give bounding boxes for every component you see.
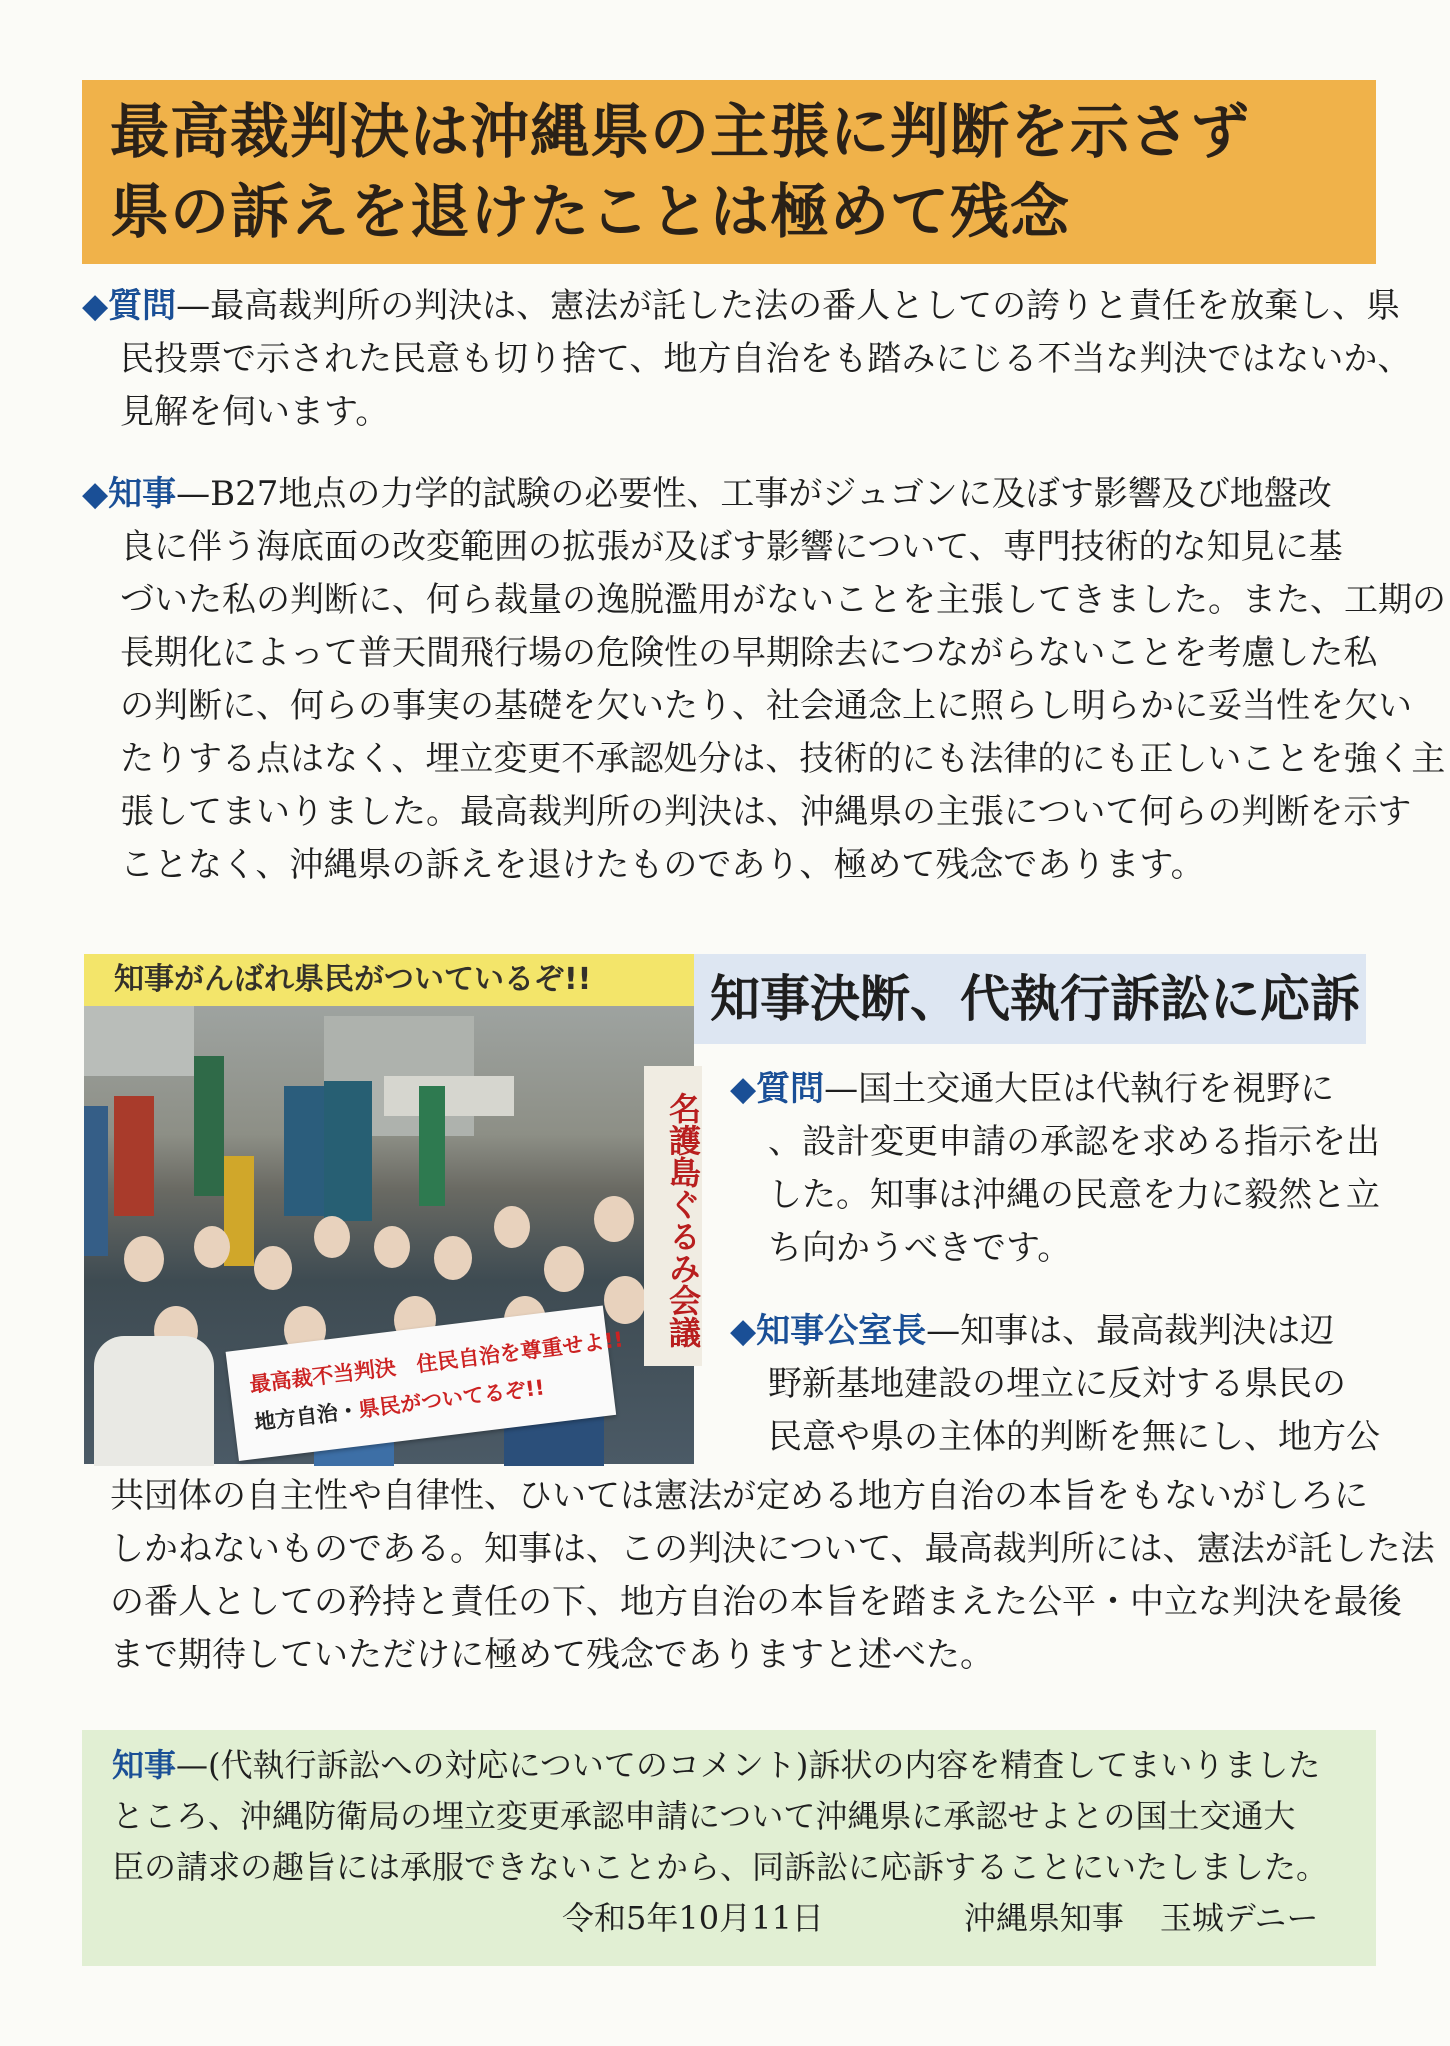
- answer-label: ◆知事公室長: [730, 1311, 927, 1351]
- crowd-figure: [314, 1216, 350, 1258]
- question-label: ◆質問: [82, 286, 177, 326]
- crowd-figure: [194, 1226, 230, 1268]
- comment-date: 令和5年10月11日: [562, 1899, 824, 1937]
- answer-text-line: ことなく、沖縄県の訴えを退けたものであり、極めて残念であります。: [120, 845, 1205, 885]
- answer-text-line: —B27地点の力学的試験の必要性、工事がジュゴンに及ぼす影響及び地盤改: [176, 474, 1332, 514]
- comment-label: 知事: [112, 1746, 177, 1784]
- answer-text-line: しかねないものである。知事は、この判決について、最高裁判所には、憲法が託した法: [110, 1529, 1435, 1569]
- answer-text-line: 民意や県の主体的判断を無にし、地方公: [768, 1417, 1380, 1457]
- crowd-figure: [544, 1246, 584, 1292]
- qa2-answer-continued: [110, 1470, 1435, 1682]
- answer-text-line: 良に伴う海底面の改変範囲の拡張が及ぼす影響について、専門技術的な知見に基: [120, 527, 1343, 567]
- section-headline-text: 知事決断、代執行訴訟に応訴: [710, 970, 1360, 1028]
- qa2-question: [730, 1063, 1380, 1275]
- crowd-figure: [254, 1246, 292, 1290]
- answer-text-line: —知事は、最高裁判決は辺: [926, 1311, 1335, 1351]
- crowd-figure: [434, 1236, 472, 1280]
- crowd-figure: [124, 1236, 164, 1282]
- headline-line-1: 最高裁判決は沖縄県の主張に判断を示さず: [110, 97, 1251, 166]
- flag-shape: [324, 1081, 372, 1221]
- answer-text-line: まで期待していただけに極めて残念でありますと述べた。: [110, 1635, 994, 1675]
- question-text-line: 民投票で示された民意も切り捨て、地方自治をも踏みにじる不当な判決ではないか、: [120, 339, 1412, 379]
- building-shape: [84, 1006, 194, 1076]
- banner-text: 県民がついてるぞ!!: [357, 1375, 546, 1422]
- rally-photo: [84, 1006, 702, 1464]
- banner-text: 住民自治を尊重せよ!!: [415, 1327, 625, 1377]
- qa1-answer: [82, 468, 1446, 892]
- comment-text-line: ところ、沖縄防衛局の埋立変更承認申請について沖縄県に承認せよとの国土交通大: [112, 1797, 1296, 1835]
- qa2-answer: [730, 1305, 1380, 1464]
- question-text-line: —最高裁判所の判決は、憲法が託した法の番人としての誇りと責任を放棄し、県: [176, 286, 1401, 326]
- banner-text: 最高裁不当判決: [248, 1355, 398, 1398]
- crowd-figure: [494, 1206, 530, 1248]
- answer-text-line: 張してまいりました。最高裁判所の判決は、沖縄県の主張について何らの判断を示す: [120, 792, 1412, 832]
- governor-comment-box: [82, 1730, 1376, 1966]
- question-text-line: ち向かうべきです。: [768, 1228, 1072, 1268]
- shirt-shape: [94, 1336, 214, 1466]
- signer-name: 玉城デニー: [1159, 1899, 1319, 1937]
- building-shape: [384, 1076, 514, 1116]
- qa1-question: [82, 280, 1412, 439]
- banner-text: 地方自治・: [253, 1398, 361, 1435]
- question-text-line: した。知事は沖縄の民意を力に毅然と立: [768, 1175, 1380, 1215]
- answer-text-line: の番人としての矜持と責任の下、地方自治の本旨を踏まえた公平・中立な判決を最後: [110, 1582, 1402, 1622]
- answer-text-line: 野新基地建設の埋立に反対する県民の: [768, 1364, 1346, 1404]
- crowd-figure: [594, 1196, 634, 1242]
- photo-caption: 知事がんばれ県民がついているぞ!!: [84, 954, 694, 1006]
- side-sign: 名護島ぐるみ会議: [644, 1066, 702, 1366]
- question-label: ◆質問: [730, 1069, 825, 1109]
- question-text-line: —国土交通大臣は代執行を視野に: [824, 1069, 1335, 1109]
- main-headline: [82, 80, 1376, 264]
- answer-text-line: 長期化によって普天間飛行場の危険性の早期除去につながらないことを考慮した私: [120, 633, 1378, 673]
- signature-line: [112, 1893, 1350, 1944]
- question-text-line: 、設計変更申請の承認を求める指示を出: [768, 1122, 1380, 1162]
- answer-text-line: の判断に、何らの事実の基礎を欠いたり、社会通念上に照らし明らかに妥当性を欠い: [120, 686, 1412, 726]
- answer-text-line: づいた私の判断に、何ら裁量の逸脱濫用がないことを主張してきました。また、工期の: [120, 580, 1446, 620]
- section-headline: [694, 954, 1366, 1044]
- question-text-line: 見解を伺います。: [120, 392, 390, 432]
- flag-shape: [419, 1086, 445, 1206]
- flag-shape: [114, 1096, 154, 1216]
- flag-shape: [284, 1086, 324, 1216]
- crowd-figure: [604, 1276, 646, 1324]
- crowd-figure: [374, 1226, 410, 1268]
- headline-line-2: 県の訴えを退けたことは極めて残念: [110, 177, 1071, 246]
- answer-label: ◆知事: [82, 474, 177, 514]
- answer-text-line: 共団体の自主性や自律性、ひいては憲法が定める地方自治の本旨をもないがしろに: [110, 1476, 1368, 1516]
- answer-text-line: たりする点はなく、埋立変更不承認処分は、技術的にも法律的にも正しいことを強く主: [120, 739, 1446, 779]
- flag-shape: [84, 1106, 108, 1256]
- flag-shape: [194, 1056, 224, 1196]
- comment-text-line: 臣の請求の趣旨には承服できないことから、同訴訟に応訴することにいたしました。: [112, 1848, 1329, 1886]
- signer-title: 沖縄県知事: [963, 1899, 1124, 1937]
- comment-text-line: —(代執行訴訟への対応についてのコメント)訴状の内容を精査してまいりました: [176, 1746, 1321, 1784]
